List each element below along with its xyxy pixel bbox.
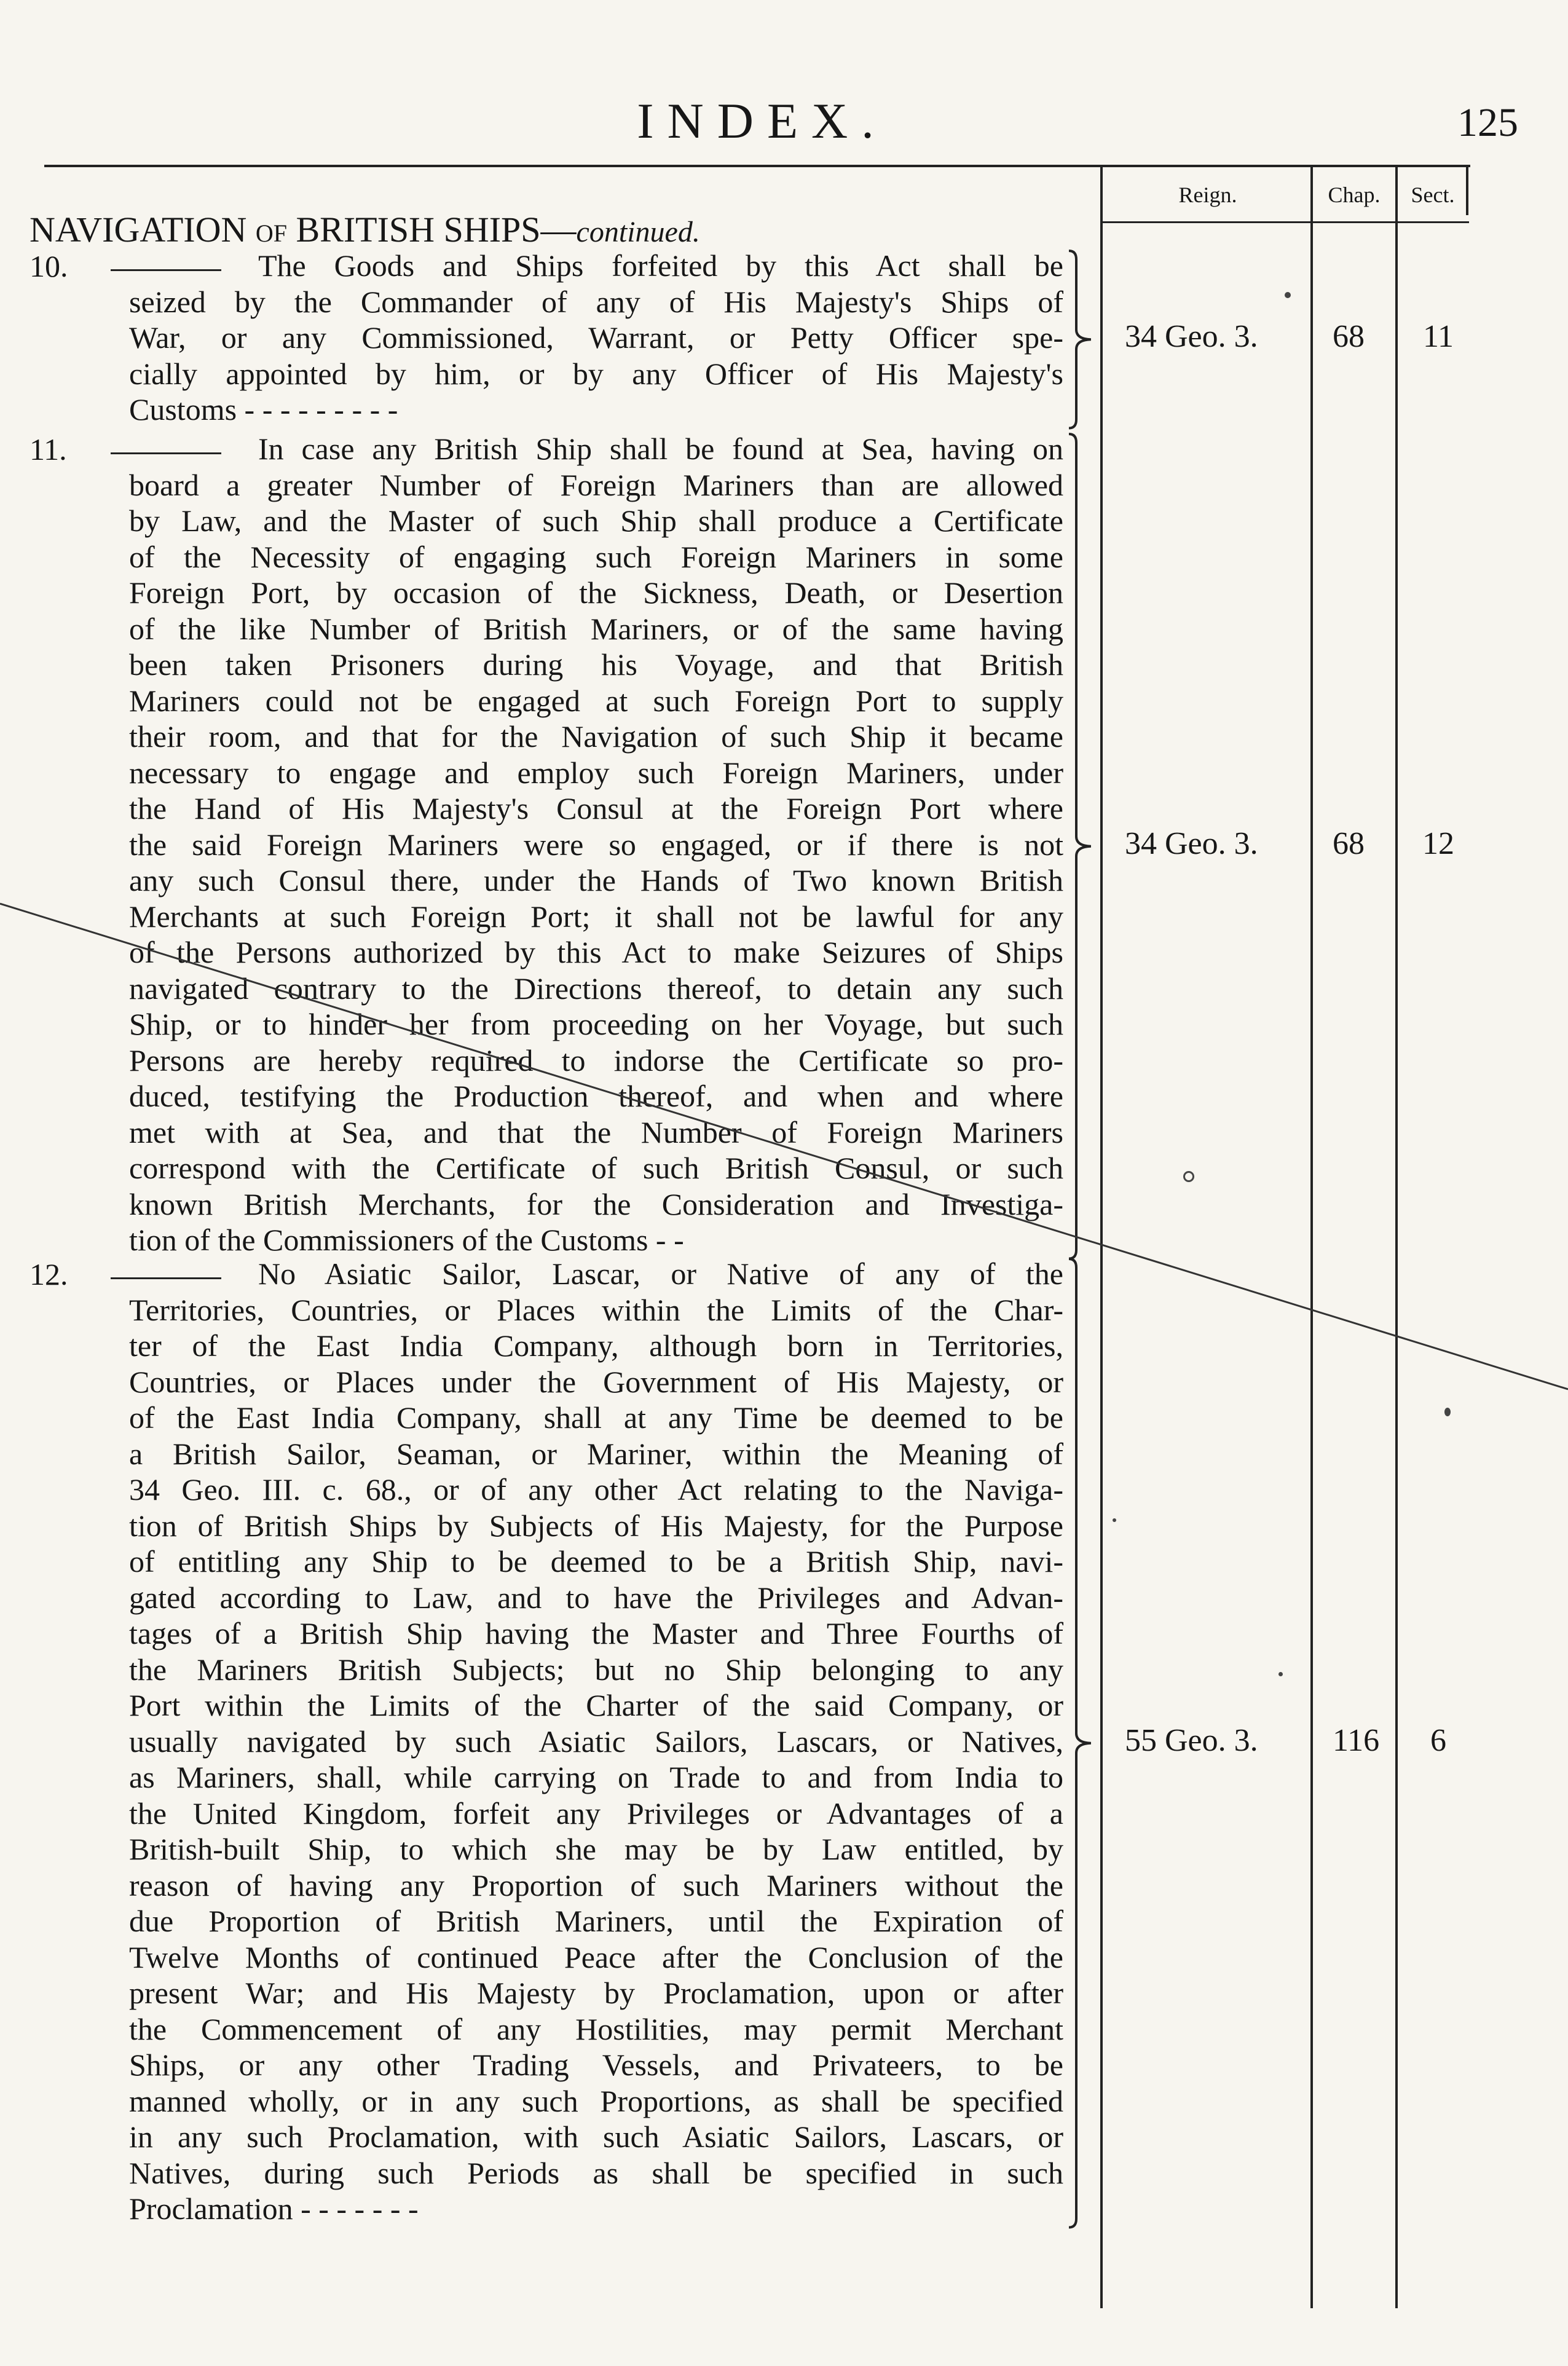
entry-line: gated according to Law, and to have the Privileges and Advan- (129, 1580, 1063, 1615)
entry-line: any such Consul there, under the Hands of Two known British (129, 863, 1063, 897)
entry-line: by Law, and the Master of such Ship shall produce a Certificate (129, 503, 1063, 538)
entry-line: met with at Sea, and that the Number of Foreign Mariners (129, 1114, 1063, 1149)
section-heading-of: OF (255, 219, 287, 247)
entry-line: of the East India Company, shall at any Time be deemed to be (129, 1400, 1063, 1435)
entry-line: The Goods and Ships forfeited by this Act shall be (258, 248, 1063, 283)
section-heading-part1: NAVIGATION (30, 210, 247, 250)
entry-chap: 68 (1333, 826, 1365, 861)
section-heading (30, 209, 700, 250)
entry-line: the Commencement of any Hostilities, may permit Merchant (129, 2011, 1063, 2046)
section-heading-continued: continued. (576, 216, 700, 248)
entry-number: 11. (30, 432, 67, 467)
entry-sect: 11 (1422, 319, 1454, 355)
entry-line: correspond with the Certificate of such British Consul, or such (129, 1151, 1063, 1185)
entry-line: due Proportion of British Mariners, until the Expiration of (129, 1904, 1063, 1938)
entry-sect: 12 (1422, 826, 1454, 861)
entry-chap: 116 (1333, 1722, 1380, 1758)
entry-line: the United Kingdom, forfeit any Privileges or Advantages of a (129, 1796, 1063, 1831)
entry-line: Proclamation - - - - - - - (129, 2191, 419, 2226)
entry-line: Countries, or Places under the Government of His Majesty, or (129, 1364, 1063, 1399)
entry-line: usually navigated by such Asiatic Sailors, Lascars, or Natives, (129, 1724, 1063, 1759)
scan-stray-line (0, 861, 1568, 1426)
entry-line: tages of a British Ship having the Master and Three Fourths of (129, 1616, 1063, 1650)
entry-line: of the Necessity of engaging such Foreign Mariners in some (129, 539, 1063, 574)
header-rule (44, 165, 1470, 167)
entry-number: 12. (30, 1257, 68, 1291)
entry-line: Mariners could not be engaged at such Foreign Port to supply (129, 683, 1063, 718)
entry-line: Ships, or any other Trading Vessels, and Privateers, to be (129, 2048, 1063, 2082)
entry-line: War, or any Commissioned, Warrant, or Petty Officer spe- (129, 320, 1063, 355)
entry-reign: 34 Geo. 3. (1125, 826, 1258, 861)
scan-speck (1444, 1408, 1451, 1416)
page-title: INDEX. (637, 93, 888, 149)
entry-line: Twelve Months of continued Peace after the Conclusion of the (129, 1939, 1063, 1974)
column-header-chap: Chap. (1328, 183, 1381, 207)
entry-line: Territories, Countries, or Places within the Limits of the Char- (129, 1292, 1063, 1327)
entry-line: Port within the Limits of the Charter of the said Company, or (129, 1688, 1063, 1722)
entry-line: tion of British Ships by Subjects of His Majesty, for the Purpose (129, 1508, 1063, 1543)
entry-line: cially appointed by him, or by any Officer of His Majesty's (129, 356, 1063, 391)
entry-reign: 55 Geo. 3. (1125, 1722, 1258, 1758)
entry-line: In case any British Ship shall be found at Sea, having on (258, 432, 1063, 466)
entry-line: of entitling any Ship to be deemed to be a British Ship, navi- (129, 1544, 1063, 1579)
entry-chap: 68 (1333, 319, 1365, 355)
section-heading-part2: BRITISH SHIPS— (296, 210, 577, 250)
entry-line: Persons are hereby required to indorse the Certificate so pro- (129, 1043, 1063, 1078)
entry-line: the said Foreign Mariners were so engaged, or if there is not (129, 827, 1063, 862)
entry-line: Foreign Port, by occasion of the Sickness, Death, or Desertion (129, 575, 1063, 610)
entry-line: board a greater Number of Foreign Mariners than are allowed (129, 467, 1063, 502)
entry-line: known British Merchants, for the Consideration and Investiga- (129, 1186, 1063, 1221)
entry-line: a British Sailor, Seaman, or Mariner, within the Meaning of (129, 1436, 1063, 1471)
entry-line: British-built Ship, to which she may be by Law entitled, by (129, 1832, 1063, 1866)
column-header-sect: Sect. (1411, 183, 1455, 207)
entry-line: Natives, during such Periods as shall be specified in such (129, 2155, 1063, 2190)
entry-line: necessary to engage and employ such Foreign Mariners, under (129, 755, 1063, 790)
entry-line: present War; and His Majesty by Proclamation, upon or after (129, 1976, 1063, 2010)
entry-line: in any such Proclamation, with such Asiatic Sailors, Lascars, or (129, 2120, 1063, 2154)
entry-line: been taken Prisoners during his Voyage, and that British (129, 647, 1063, 682)
entry-brace (1066, 250, 1091, 430)
column-head-rule (1100, 221, 1469, 223)
entry-line: Customs - - - - - - - - - (129, 392, 398, 427)
entry-line: ter of the East India Company, although born in Territories, (129, 1328, 1063, 1363)
entry-line: manned wholly, or in any such Proportions, as shall be specified (129, 2083, 1063, 2118)
entry-line: navigated contrary to the Directions thereof, to detain any such (129, 971, 1063, 1006)
entry-dash (111, 452, 221, 454)
entry-number: 10. (30, 249, 68, 283)
entry-line: Ship, or to hinder her from proceeding on her Voyage, but such (129, 1007, 1063, 1041)
scan-speck (1183, 1171, 1194, 1182)
entry-dash (111, 269, 221, 271)
scan-speck (1278, 1672, 1283, 1676)
entry-sect: 6 (1430, 1722, 1446, 1758)
scan-speck (1113, 1518, 1116, 1522)
entry-line: seized by the Commander of any of His Majesty's Ships of (129, 284, 1063, 319)
entry-line: tion of the Commissioners of the Customs - - (129, 1223, 684, 1257)
scan-speck (1285, 292, 1291, 298)
page-number: 125 (1457, 100, 1518, 145)
entry-line: reason of having any Proportion of such Mariners without the (129, 1867, 1063, 1903)
entry-line: of the Persons authorized by this Act to make Seizures of Ships (129, 935, 1063, 969)
entry-line: the Hand of His Majesty's Consul at the Foreign Port where (129, 791, 1063, 826)
entry-line: of the like Number of British Mariners, or of the same having (129, 611, 1063, 646)
running-head (0, 92, 1568, 160)
entry-reign: 34 Geo. 3. (1125, 319, 1258, 355)
column-header-reign: Reign. (1178, 183, 1237, 207)
entry-line: as Mariners, shall, while carrying on Trade to and from India to (129, 1760, 1063, 1794)
entry-line: the Mariners British Subjects; but no Ship belonging to any (129, 1652, 1063, 1687)
entry-line: duced, testifying the Production thereof, and when and where (129, 1079, 1063, 1113)
entry-line: their room, and that for the Navigation of such Ship it became (129, 719, 1063, 754)
entry-line: No Asiatic Sailor, Lascar, or Native of any of the (258, 1256, 1063, 1291)
entry-line: 34 Geo. III. c. 68., or of any other Act relating to the Naviga- (129, 1472, 1063, 1507)
entry-line: Merchants at such Foreign Port; it shall not be lawful for any (129, 899, 1063, 934)
